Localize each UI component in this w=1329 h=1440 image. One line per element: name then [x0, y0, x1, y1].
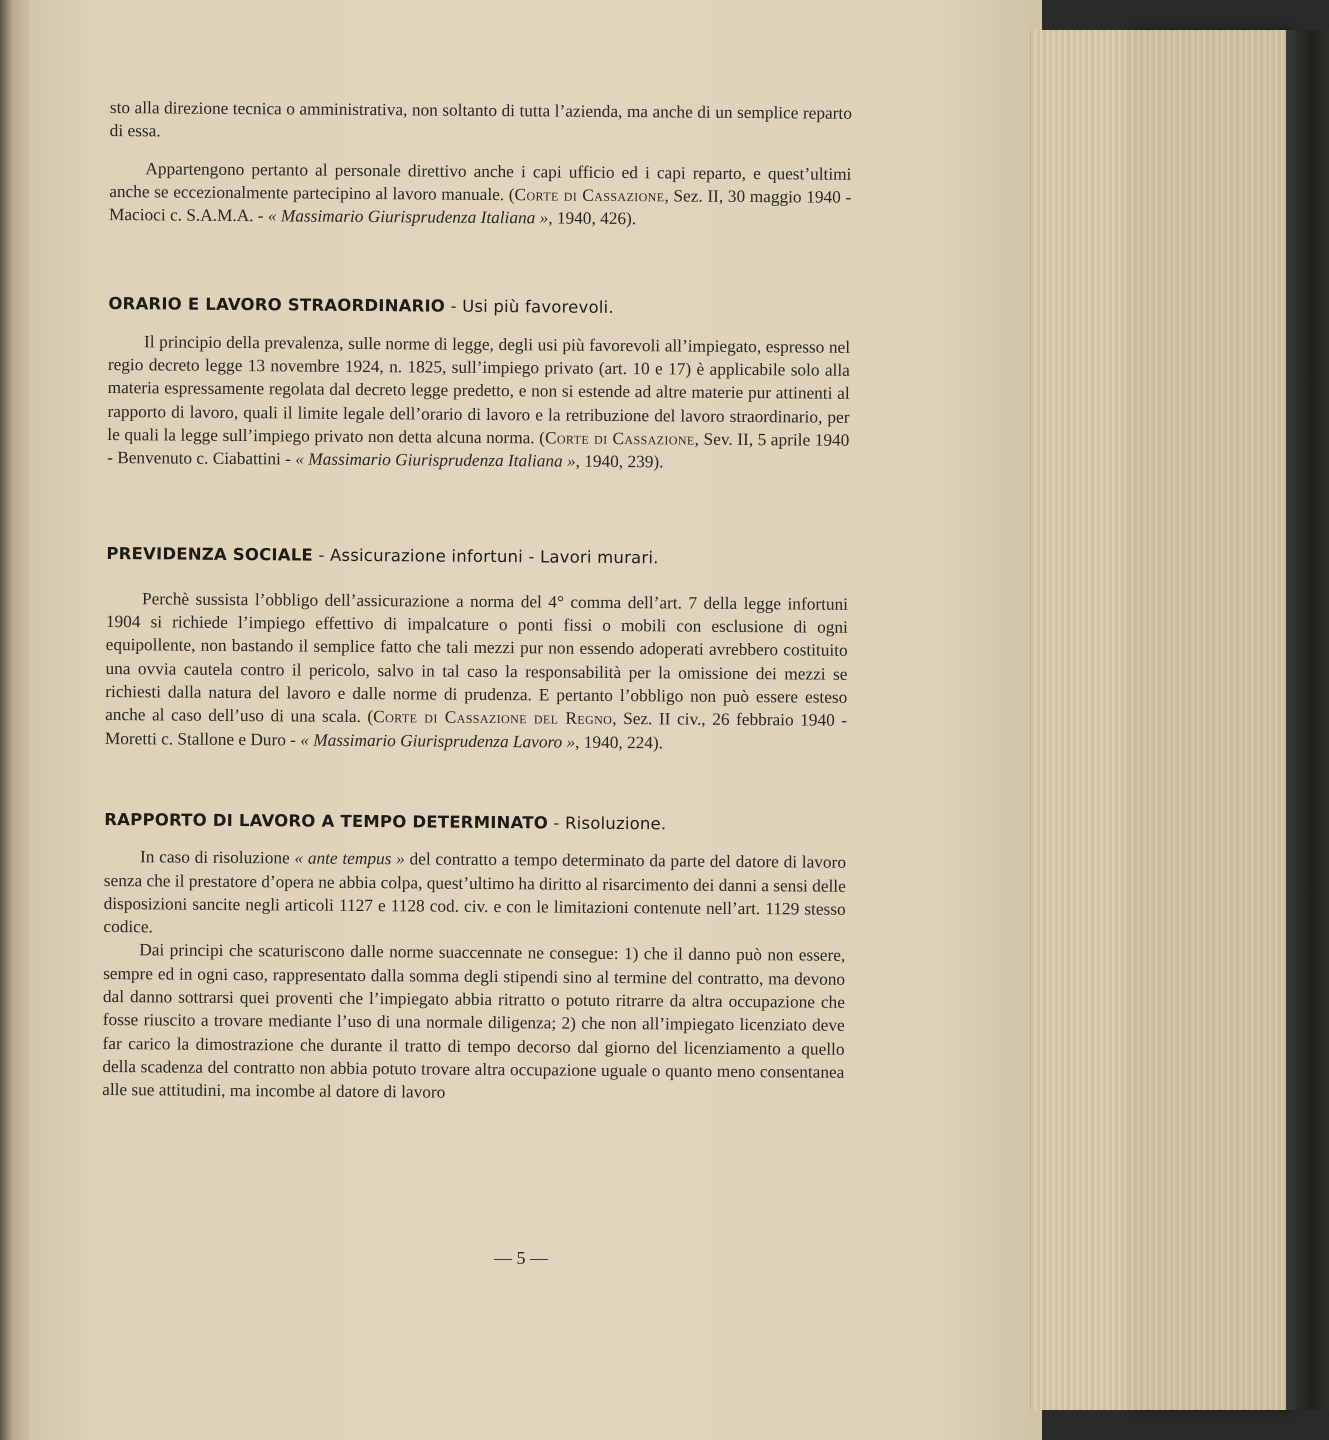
paragraph-text: Appartengono pertanto al personale direttivo anche i capi ufficio ed i capi reparto, e quest’ultimi anche se eccezionalmente partecipino al lavoro manuale. ( — [109, 158, 852, 205]
paragraph-text: Perchè sussista l’obbligo dell’assicurazione a norma del 4° comma dell’art. 7 della legge infortuni 1904 si richiede l’impiego effettivo di impalcature o ponti fissi o mobili con esclusione di ogni equipollente, non bastando il semplice fatto che tali mezzi pur non essendo adoperati avrebbero costituito una ovvia cautela contro il pericolo, salvo in tal caso la responsabilità per la omissione dei mezzi se richiesti dalla natura del lavoro e dalle norme di prudenza. E pertanto l’obbligo non può essere esteso anche al caso dell’uso di una scala. ( — [105, 589, 849, 727]
court-name: Corte di Cassazione — [514, 185, 665, 206]
book-cover — [1286, 30, 1329, 1410]
latin-phrase: « ante tempus » — [294, 848, 405, 869]
source-title: « Massimario Giurisprudenza Italiana » — [295, 449, 576, 471]
paragraph-previdenza — [105, 587, 848, 756]
source-title: « Massimario Giurisprudenza Italiana » — [267, 206, 549, 228]
paragraph-text: del contratto a tempo determinato da parte del datore di lavoro senza che il prestatore d’opera ne abbia colpa, quest’ultimo ha diritto al risarcimento dei danni a sensi delle disposizioni sancite negli articoli 1127 e 1128 cod. civ. e con le limitazioni contenute nell’art. 1129 stesso codice. — [103, 849, 847, 937]
section-subtitle: - Risoluzione. — [547, 813, 667, 834]
page-stack-edges — [1030, 30, 1131, 1410]
facing-page-edge — [0, 0, 32, 1440]
section-subtitle: - Usi più favorevoli. — [445, 297, 614, 318]
case-reference: , Sez. II civ., 26 febbraio 1940 - Moretti c. Stallone e Duro - — [104, 709, 848, 750]
source-year: , 1940, 224). — [575, 732, 664, 753]
case-reference: , Sez. II, 30 maggio 1940 - Macioci c. S.A.M.A. - — [108, 186, 852, 226]
paragraph-text: In caso di risoluzione — [139, 847, 295, 868]
section-title: RAPPORTO DI LAVORO A TEMPO DETERMINATO — [104, 809, 549, 833]
paragraph-text: Il principio della prevalenza, sulle norme di legge, degli usi più favorevoli all’impiegato, espresso nel regio decreto legge 13 novembre 1924, n. 1825, sull’impiego privato (art. 10 e 17) è applicabile solo alla materia espressamente regolata dal decreto legge predetto, e non si estende ad altre materie pur attinenti al rapporto di lavoro, quali il limite legale dell’orario di lavoro e la retribuzione del lavoro straordinario, per le quali la legge sull’impiego privato non detta alcuna norma. ( — [107, 332, 851, 448]
section-subtitle: - Assicurazione infortuni - Lavori murari. — [312, 545, 659, 567]
court-name: Corte di Cassazione — [544, 428, 695, 449]
paragraph-text: sto alla direzione tecnica o amministrativa, non soltanto di tutta l’azienda, ma anche di un semplice reparto di essa. — [109, 97, 852, 141]
paragraph-continued — [110, 96, 852, 148]
paragraph-orario — [107, 330, 850, 476]
section-title: PREVIDENZA SOCIALE — [106, 543, 314, 565]
source-title: « Massimario Giurisprudenza Lavoro » — [300, 730, 576, 752]
case-reference: , Sev. II, 5 aprile 1940 - Benvenuto c. Ciabattini - — [107, 429, 850, 469]
court-name: Corte di Cassazione del Regno — [373, 707, 613, 729]
paragraph-principi — [102, 938, 845, 1107]
paragraph-risoluzione — [103, 845, 846, 944]
paragraph-personale-direttivo — [109, 157, 852, 233]
source-year: , 1940, 426). — [548, 208, 637, 229]
paragraph-text: Dai principi che scaturiscono dalle norme suaccennate ne consegue: 1) che il danno può non essere, sempre ed in ogni caso, rappresentato dalla somma degli stipendi sino al termine del contratto, ma devono dal danno sottrarsi quei proventi che l’impiegato abbia ritratto o potuto ritrarre da altra occupazione che fosse riuscito a trovare mediante l’uso di una normale diligenza; 2) che non all’impiegato licenziato deve far carico la dimostrazione che durante il tratto di tempo decorso dal giorno del licenziamento a quello della scadenza del contratto non abbia potuto trovare altra occupazione uguale o quanto meno consentanea alle sue attitudini, ma incombe al datore di lavoro — [102, 940, 846, 1102]
page-text — [102, 96, 852, 1107]
page-number: — 5 — — [494, 1248, 548, 1268]
section-title: ORARIO E LAVORO STRAORDINARIO — [108, 294, 446, 317]
source-year: , 1940, 239). — [575, 451, 664, 472]
page-stack-outer — [1128, 30, 1288, 1410]
